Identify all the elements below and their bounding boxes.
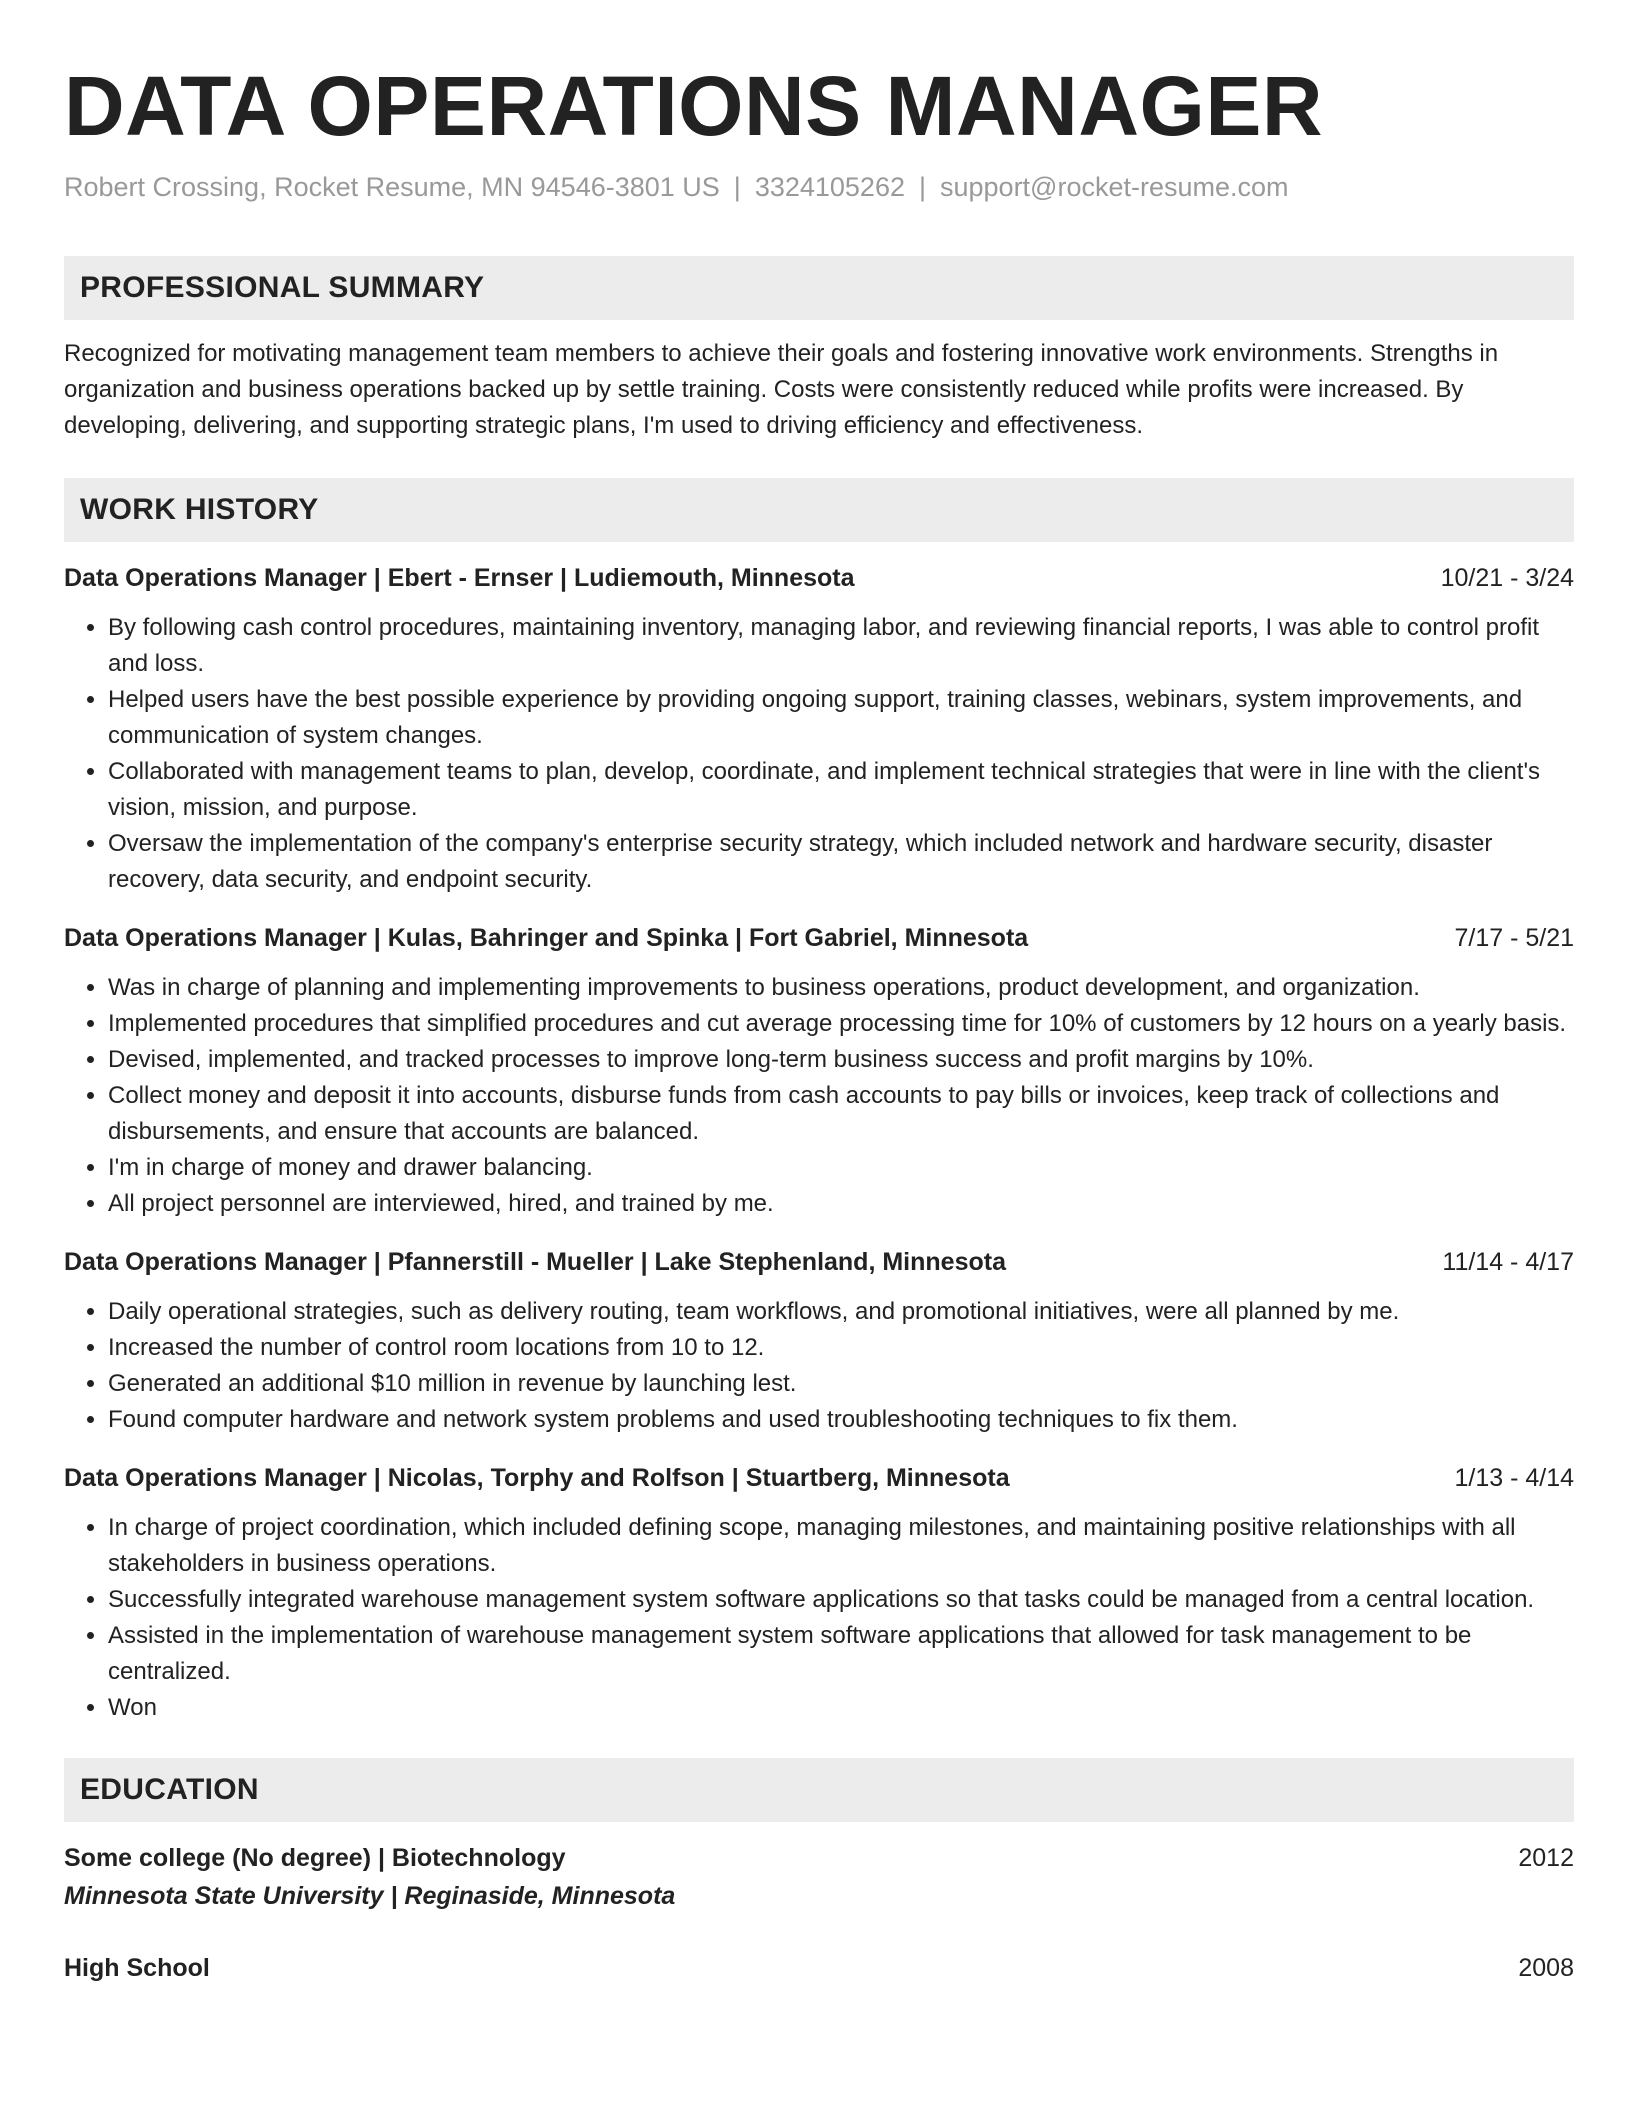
job-bullet: • Assisted in the implementation of warehouse management system software applications that allowed for task management to be centralized. — [108, 1618, 1574, 1690]
job-entry — [64, 1244, 1574, 1438]
job-bullet: • Increased the number of control room locations from 10 to 12. — [108, 1330, 1574, 1366]
job-dates: 10/21 - 3/24 — [1440, 564, 1574, 592]
job-bullet: • Won — [108, 1690, 1574, 1726]
job-header — [64, 1460, 1574, 1496]
contact-phone: 3324105262 — [754, 172, 905, 202]
job-title: Data Operations Manager | Nicolas, Torphy and Rolfson | Stuartberg, Minnesota — [64, 1464, 1010, 1492]
job-dates: 11/14 - 4/17 — [1442, 1248, 1574, 1276]
contact-separator: | — [733, 172, 741, 202]
resume-title: DATA OPERATIONS MANAGER — [64, 59, 1324, 153]
job-title: Data Operations Manager | Pfannerstill - Mueller | Lake Stephenland, Minnesota — [64, 1248, 1006, 1276]
job-title: Data Operations Manager | Kulas, Bahringer and Spinka | Fort Gabriel, Minnesota — [64, 924, 1029, 952]
job-bullets — [64, 970, 1574, 1222]
job-bullets — [64, 1294, 1574, 1438]
job-bullet: • In charge of project coordination, which included defining scope, managing milestones, and maintaining positive relationships with all stakeholders in business operations. — [108, 1510, 1574, 1582]
job-header — [64, 1244, 1574, 1280]
job-bullets — [64, 1510, 1574, 1726]
contact-line — [64, 170, 1574, 204]
job-bullet: • Collect money and deposit it into accounts, disburse funds from cash accounts to pay bills or invoices, keep track of collections and disbursements, and ensure that accounts are balanced. — [108, 1078, 1574, 1150]
contact-address: Robert Crossing, Rocket Resume, MN 94546-3801 US — [64, 172, 720, 202]
job-bullet: • Helped users have the best possible experience by providing ongoing support, training classes, webinars, system improvements, and communication of system changes. — [108, 682, 1574, 754]
job-bullet: • Daily operational strategies, such as delivery routing, team workflows, and promotional initiatives, were all planned by me. — [108, 1294, 1574, 1330]
job-header — [64, 920, 1574, 956]
education-degree: High School — [64, 1954, 210, 1982]
job-bullet: • I'm in charge of money and drawer balancing. — [108, 1150, 1574, 1186]
job-entry — [64, 920, 1574, 1222]
education-entry — [64, 1950, 1574, 1986]
contact-separator: | — [918, 172, 926, 202]
job-header — [64, 560, 1574, 596]
job-dates: 1/13 - 4/14 — [1454, 1464, 1574, 1492]
job-bullet: • Successfully integrated warehouse management system software applications so that tasks could be managed from a central location. — [108, 1582, 1574, 1618]
job-bullet: • Implemented procedures that simplified procedures and cut average processing time for 10% of customers by 12 hours on a yearly basis. — [108, 1006, 1574, 1042]
summary-text: Recognized for motivating management team members to achieve their goals and fostering innovative work environments. Strengths in organization and business operations backed up by settle training. Costs were consistently reduced while profits were increased. By developing, delivering, and supporting strategic plans, I'm used to driving efficiency and effectiveness. — [64, 340, 1499, 439]
job-bullet: • Generated an additional $10 million in revenue by launching lest. — [108, 1366, 1574, 1402]
job-entry — [64, 1460, 1574, 1726]
education-school: Minnesota State University | Reginaside, Minnesota — [64, 1882, 676, 1910]
job-bullet: • Devised, implemented, and tracked processes to improve long-term business success and profit margins by 10%. — [108, 1042, 1574, 1078]
job-bullet: • Oversaw the implementation of the company's enterprise security strategy, which included network and hardware security, disaster recovery, data security, and endpoint security. — [108, 826, 1574, 898]
job-bullet: • Was in charge of planning and implementing improvements to business operations, product development, and organization. — [108, 970, 1574, 1006]
section-heading-summary: PROFESSIONAL SUMMARY — [64, 256, 1574, 320]
job-entry — [64, 560, 1574, 898]
education-header — [64, 1840, 1574, 1876]
job-bullet: • Found computer hardware and network system problems and used troubleshooting techniques to fix them. — [108, 1402, 1574, 1438]
contact-email: support@rocket-resume.com — [940, 172, 1289, 202]
job-dates: 7/17 - 5/21 — [1454, 924, 1574, 952]
job-bullet: • By following cash control procedures, maintaining inventory, managing labor, and reviewing financial reports, I was able to control profit and loss. — [108, 610, 1574, 682]
job-bullet: • All project personnel are interviewed, hired, and trained by me. — [108, 1186, 1574, 1222]
resume-page — [64, 0, 1574, 1986]
education-year: 2008 — [1518, 1954, 1574, 1982]
job-title: Data Operations Manager | Ebert - Ernser | Ludiemouth, Minnesota — [64, 564, 855, 592]
education-year: 2012 — [1518, 1844, 1574, 1872]
education-degree: Some college (No degree) | Biotechnology — [64, 1844, 566, 1872]
education-entry — [64, 1840, 1574, 1916]
job-bullets — [64, 610, 1574, 898]
section-heading-work-history: WORK HISTORY — [64, 478, 1574, 542]
job-bullet: • Collaborated with management teams to plan, develop, coordinate, and implement technical strategies that were in line with the client's vision, mission, and purpose. — [108, 754, 1574, 826]
education-header — [64, 1950, 1574, 1986]
section-heading-education: EDUCATION — [64, 1758, 1574, 1822]
